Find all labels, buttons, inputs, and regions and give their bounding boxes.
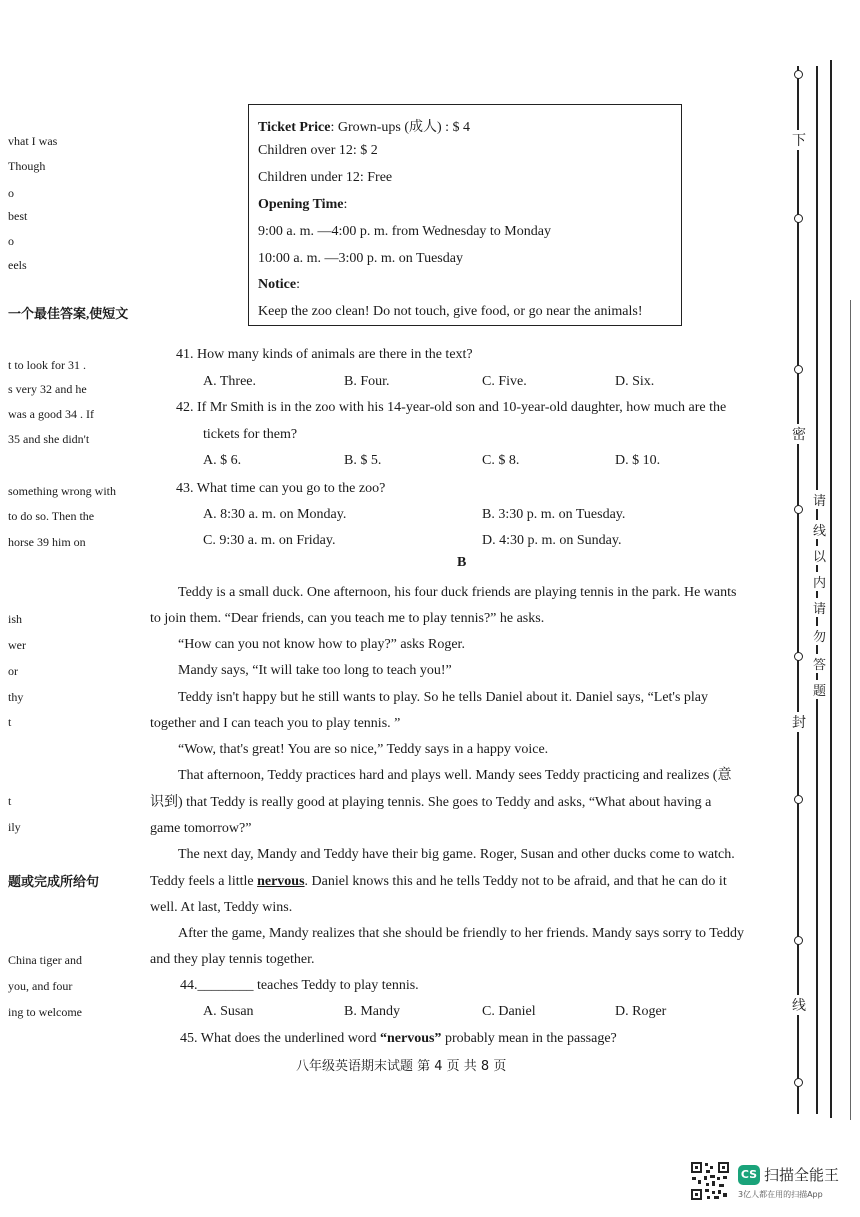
binding-warning-char-6: 勿 (813, 626, 826, 645)
binding-char-xia: 下 (792, 130, 806, 150)
notice-label: Notice (258, 277, 297, 292)
left-fragment-18: thy (8, 690, 24, 704)
binding-hole-4 (794, 505, 803, 514)
question-42-stem-cont: tickets for them? (203, 427, 298, 442)
q44-stem-text: teaches Teddy to play tennis. (253, 978, 419, 993)
q41-option-b: B. Four. (344, 374, 390, 389)
passage-line-10: game tomorrow?” (150, 821, 252, 836)
passage-line-8: That afternoon, Teddy practices hard and plays well. Mandy sees Teddy practicing and realizes (意 (178, 768, 732, 783)
question-43-stem: 43. What time can you go to the zoo? (176, 481, 386, 496)
q44-number: 44. (180, 978, 198, 993)
binding-warning-char-4: 内 (813, 572, 826, 591)
q42-option-d: D. $ 10. (615, 453, 661, 468)
binding-hole-1 (794, 70, 803, 79)
q42-option-b: B. $ 5. (344, 453, 382, 468)
passage-line-3: “How can you not know how to play?” asks Roger. (178, 637, 465, 652)
q45-word: “nervous” (379, 1031, 442, 1046)
passage-line-6: together and I can teach you to play tennis. ” (150, 716, 401, 731)
ticket-price-label: Ticket Price (258, 120, 331, 135)
binding-warning-char-2: 线 (813, 520, 826, 539)
children-over-line: Children over 12: $ 2 (258, 143, 378, 158)
q43-option-d: D. 4:30 p. m. on Sunday. (482, 533, 622, 548)
passage-line-nervous (150, 869, 776, 895)
left-fragment-3: o (8, 186, 14, 200)
q41-option-d: D. Six. (615, 374, 655, 389)
opening-hours-weekday: 9:00 a. m. —4:00 p. m. from Wednesday to Monday (258, 224, 551, 239)
left-fragment-21: ily (8, 820, 21, 834)
question-44-stem (180, 978, 419, 994)
binding-char-xian: 线 (792, 995, 806, 1015)
passage-line-14: After the game, Mandy realizes that she should be friendly to her friends. Mandy says sorry to Teddy (178, 926, 745, 941)
binding-char-mi: 密 (792, 424, 806, 444)
q44-option-d: D. Roger (615, 1004, 667, 1019)
passage-line-4: Mandy says, “It will take too long to teach you!” (178, 663, 452, 678)
q43-option-c: C. 9:30 a. m. on Friday. (203, 533, 336, 548)
opening-hours-tuesday: 10:00 a. m. —3:00 p. m. on Tuesday (258, 251, 463, 266)
ticket-price-line (258, 116, 470, 136)
section-b-title: B (457, 555, 467, 570)
passage-line-13: well. At last, Teddy wins. (150, 900, 293, 915)
qr-code-icon (690, 1161, 730, 1201)
question-41-stem: 41. How many kinds of animals are there in the text? (176, 347, 473, 362)
nervous-line-post: . Daniel knows this and he tells Teddy not to be afraid, and that he can do it (304, 874, 727, 889)
question-45-stem (180, 1031, 617, 1047)
left-fragment-15: ish (8, 612, 23, 626)
ticket-info-box (248, 104, 682, 326)
binding-line-edge (850, 300, 851, 1120)
binding-hole-3 (794, 365, 803, 374)
left-fragment-5: o (8, 234, 14, 248)
left-fragment-19: t (8, 715, 12, 729)
left-fragment-10: was a good 34 . If (8, 407, 94, 421)
passage-line-7: “Wow, that's great! You are so nice,” Teddy says in a happy voice. (178, 742, 549, 757)
left-fragment-24: you, and four (8, 979, 73, 993)
opening-time-colon: : (343, 197, 348, 212)
left-fragment-20: t (8, 794, 12, 808)
left-fragment-13: to do so. Then the (8, 509, 95, 523)
left-fragment-2: Though (8, 159, 46, 173)
binding-warning-char-8: 题 (813, 680, 826, 699)
notice-heading (258, 277, 300, 293)
binding-warning-char-3: 以 (813, 546, 826, 565)
left-fragment-17: or (8, 664, 18, 678)
q44-option-a: A. Susan (203, 1004, 254, 1019)
binding-warning-char-5: 请 (813, 598, 826, 617)
notice-colon: : (296, 277, 300, 292)
camscanner-name: 扫描全能王 (764, 1166, 840, 1184)
passage-line-1: Teddy is a small duck. One afternoon, his four duck friends are playing tennis in the park. He wants (178, 585, 737, 600)
opening-time-label: Opening Time (258, 197, 344, 212)
binding-hole-7 (794, 936, 803, 945)
left-fragment-25: ing to welcome (8, 1005, 82, 1019)
q45-stem-post: probably mean in the passage? (441, 1031, 617, 1046)
q44-option-b: B. Mandy (344, 1004, 400, 1019)
passage-line-9: 识到) that Teddy is really good at playing tennis. She goes to Teddy and asks, “What about having a (150, 795, 712, 810)
left-fragment-16: wer (8, 638, 26, 652)
binding-hole-5 (794, 652, 803, 661)
left-fragment-23: China tiger and (8, 953, 82, 967)
left-fragment-14: horse 39 him on (8, 535, 86, 549)
binding-char-feng: 封 (792, 712, 806, 732)
left-fragment-6: eels (8, 258, 27, 272)
q45-stem-pre: 45. What does the underlined word (180, 1031, 380, 1046)
camscanner-logo: CS (738, 1165, 760, 1185)
binding-line-inner (797, 66, 799, 1114)
q43-option-b: B. 3:30 p. m. on Tuesday. (482, 507, 626, 522)
left-fragment-1: vhat I was (8, 134, 58, 148)
left-fragment-11: 35 and she didn't (8, 432, 90, 446)
passage-line-5: Teddy isn't happy but he still wants to play. So he tells Daniel about it. Daniel says, “Let's play (178, 690, 709, 705)
notice-text: Keep the zoo clean! Do not touch, give food, or go near the animals! (258, 304, 643, 319)
children-under-line: Children under 12: Free (258, 170, 393, 185)
binding-hole-2 (794, 214, 803, 223)
left-fragment-9: s very 32 and he (8, 382, 87, 396)
left-fragment-22: 题或完成所给句 (8, 874, 100, 889)
underlined-word-nervous: nervous (257, 874, 305, 889)
binding-hole-6 (794, 795, 803, 804)
left-fragment-8: t to look for 31 . (8, 358, 86, 372)
binding-line-outer (830, 60, 832, 1118)
left-fragment-4: best (8, 209, 28, 223)
page-footer: 八年级英语期末试题 第 4 页 共 8 页 (296, 1059, 507, 1074)
passage-line-11: The next day, Mandy and Teddy have their big game. Roger, Susan and other ducks come to watch. (178, 847, 735, 862)
q42-option-a: A. $ 6. (203, 453, 242, 468)
q41-option-c: C. Five. (482, 374, 527, 389)
camscanner-tagline: 3亿人都在用的扫描App (738, 1190, 823, 1199)
left-fragment-12: something wrong with (8, 484, 116, 498)
q44-blank: ________ (197, 978, 254, 993)
binding-warning-char-1: 请 (813, 490, 826, 509)
opening-time-heading (258, 197, 347, 213)
binding-warning-char-7: 答 (813, 654, 826, 673)
q43-option-a: A. 8:30 a. m. on Monday. (203, 507, 347, 522)
ticket-price-value: : Grown-ups (成人) : $ 4 (330, 120, 471, 135)
question-42-stem: 42. If Mr Smith is in the zoo with his 14-year-old son and 10-year-old daughter, how much are the (176, 400, 727, 415)
binding-hole-8 (794, 1078, 803, 1087)
passage-line-15: and they play tennis together. (150, 952, 315, 967)
passage-line-2: to join them. “Dear friends, can you teach me to play tennis?” he asks. (150, 611, 545, 626)
left-fragment-7: 一个最佳答案,使短文 (8, 306, 129, 321)
q42-option-c: C. $ 8. (482, 453, 520, 468)
q41-option-a: A. Three. (203, 374, 256, 389)
nervous-line-pre: Teddy feels a little (150, 874, 258, 889)
q44-option-c: C. Daniel (482, 1004, 536, 1019)
